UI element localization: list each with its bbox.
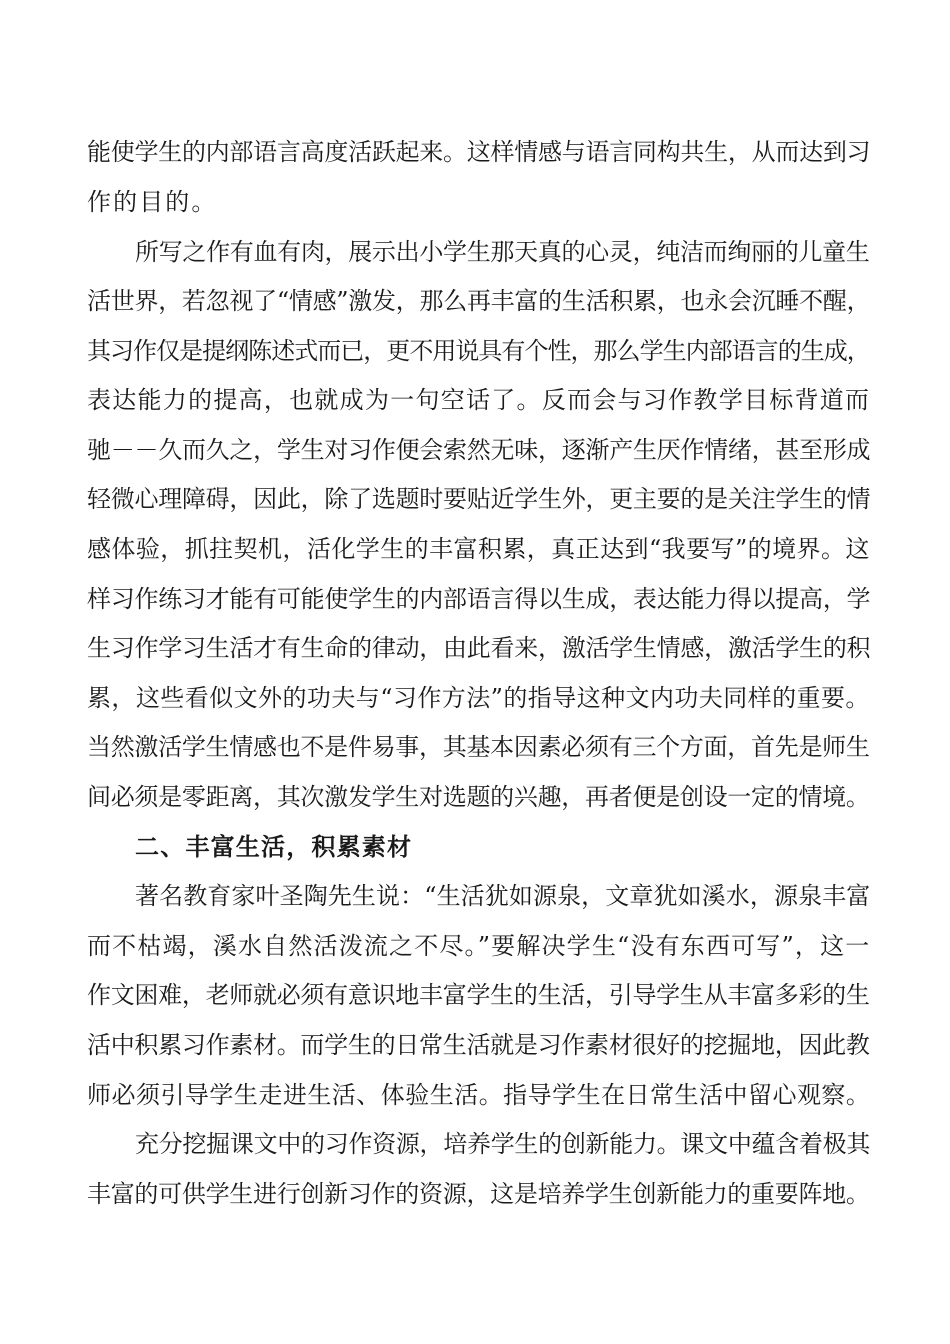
paragraph-line: 所写之作有血有肉，展示出小学生那天真的心灵，纯洁而绚丽的儿童生 [135, 238, 870, 266]
paragraph-line: 师必须引导学生走进生活、体验生活。指导学生在日常生活中留心观察。 [87, 1081, 871, 1109]
paragraph-line: 感体验，抓拄契机，活化学生的丰富积累，真正达到“我要写”的境界。这 [87, 535, 870, 563]
paragraph-line: 其习作仅是提纲陈述式而已，更不用说具有个性，那么学生内部语言的生成， [87, 337, 870, 365]
paragraph-line: 当然激活学生情感也不是件易事，其基本因素必须有三个方面，首先是师生 [87, 733, 870, 761]
paragraph-line: 活中积累习作素材。而学生的日常生活就是习作素材很好的挖掘地，因此教 [87, 1031, 870, 1059]
paragraph-line: 而不枯竭，溪水自然活泼流之不尽。”要解决学生“没有东西可写”，这一 [87, 932, 871, 960]
paragraph-line: 丰富的可供学生进行创新习作的资源，这是培养学生创新能力的重要阵地。 [87, 1180, 870, 1208]
section-heading: 二、丰富生活，积累素材 [135, 832, 413, 861]
paragraph-line: 样习作练习才能有可能使学生的内部语言得以生成，表达能力得以提高，学 [87, 585, 871, 613]
paragraph-line: 累，这些看似文外的功夫与“习作方法”的指导这种文内功夫同样的重要。 [87, 684, 870, 712]
paragraph-line: 作文困难，老师就必须有意识地丰富学生的生活，引导学生从丰富多彩的生 [87, 981, 870, 1009]
paragraph-line: 充分挖掘课文中的习作资源，培养学生的创新能力。课文中蕴含着极其 [135, 1130, 871, 1158]
paragraph-line: 生习作学习生活才有生命的律动，由此看来，激活学生情感，激活学生的积 [87, 634, 871, 662]
paragraph-line: 能使学生的内部语言高度活跃起来。这样情感与语言同构共生，从而达到习 [87, 138, 871, 166]
paragraph-line: 著名教育家叶圣陶先生说：“生活犹如源泉，文章犹如溪水，源泉丰富 [135, 882, 871, 910]
paragraph-line: 活世界，若忽视了“情感”激发，那么再丰富的生活积累，也永会沉睡不醒， [87, 287, 871, 315]
paragraph-line: 表达能力的提高，也就成为一句空话了。反而会与习作教学目标背道而 [87, 386, 871, 414]
paragraph-line: 轻微心理障碍，因此，除了选题时要贴近学生外，更主要的是关注学生的情 [87, 485, 871, 513]
paragraph-line: 作的目的。 [87, 188, 218, 216]
paragraph-line: 驰－－久而久之，学生对习作便会索然无味，逐渐产生厌作情绪，甚至形成 [87, 436, 871, 464]
paragraph-line: 间必须是零距离，其次激发学生对选题的兴趣，再者便是创设一定的情境。 [87, 783, 870, 811]
